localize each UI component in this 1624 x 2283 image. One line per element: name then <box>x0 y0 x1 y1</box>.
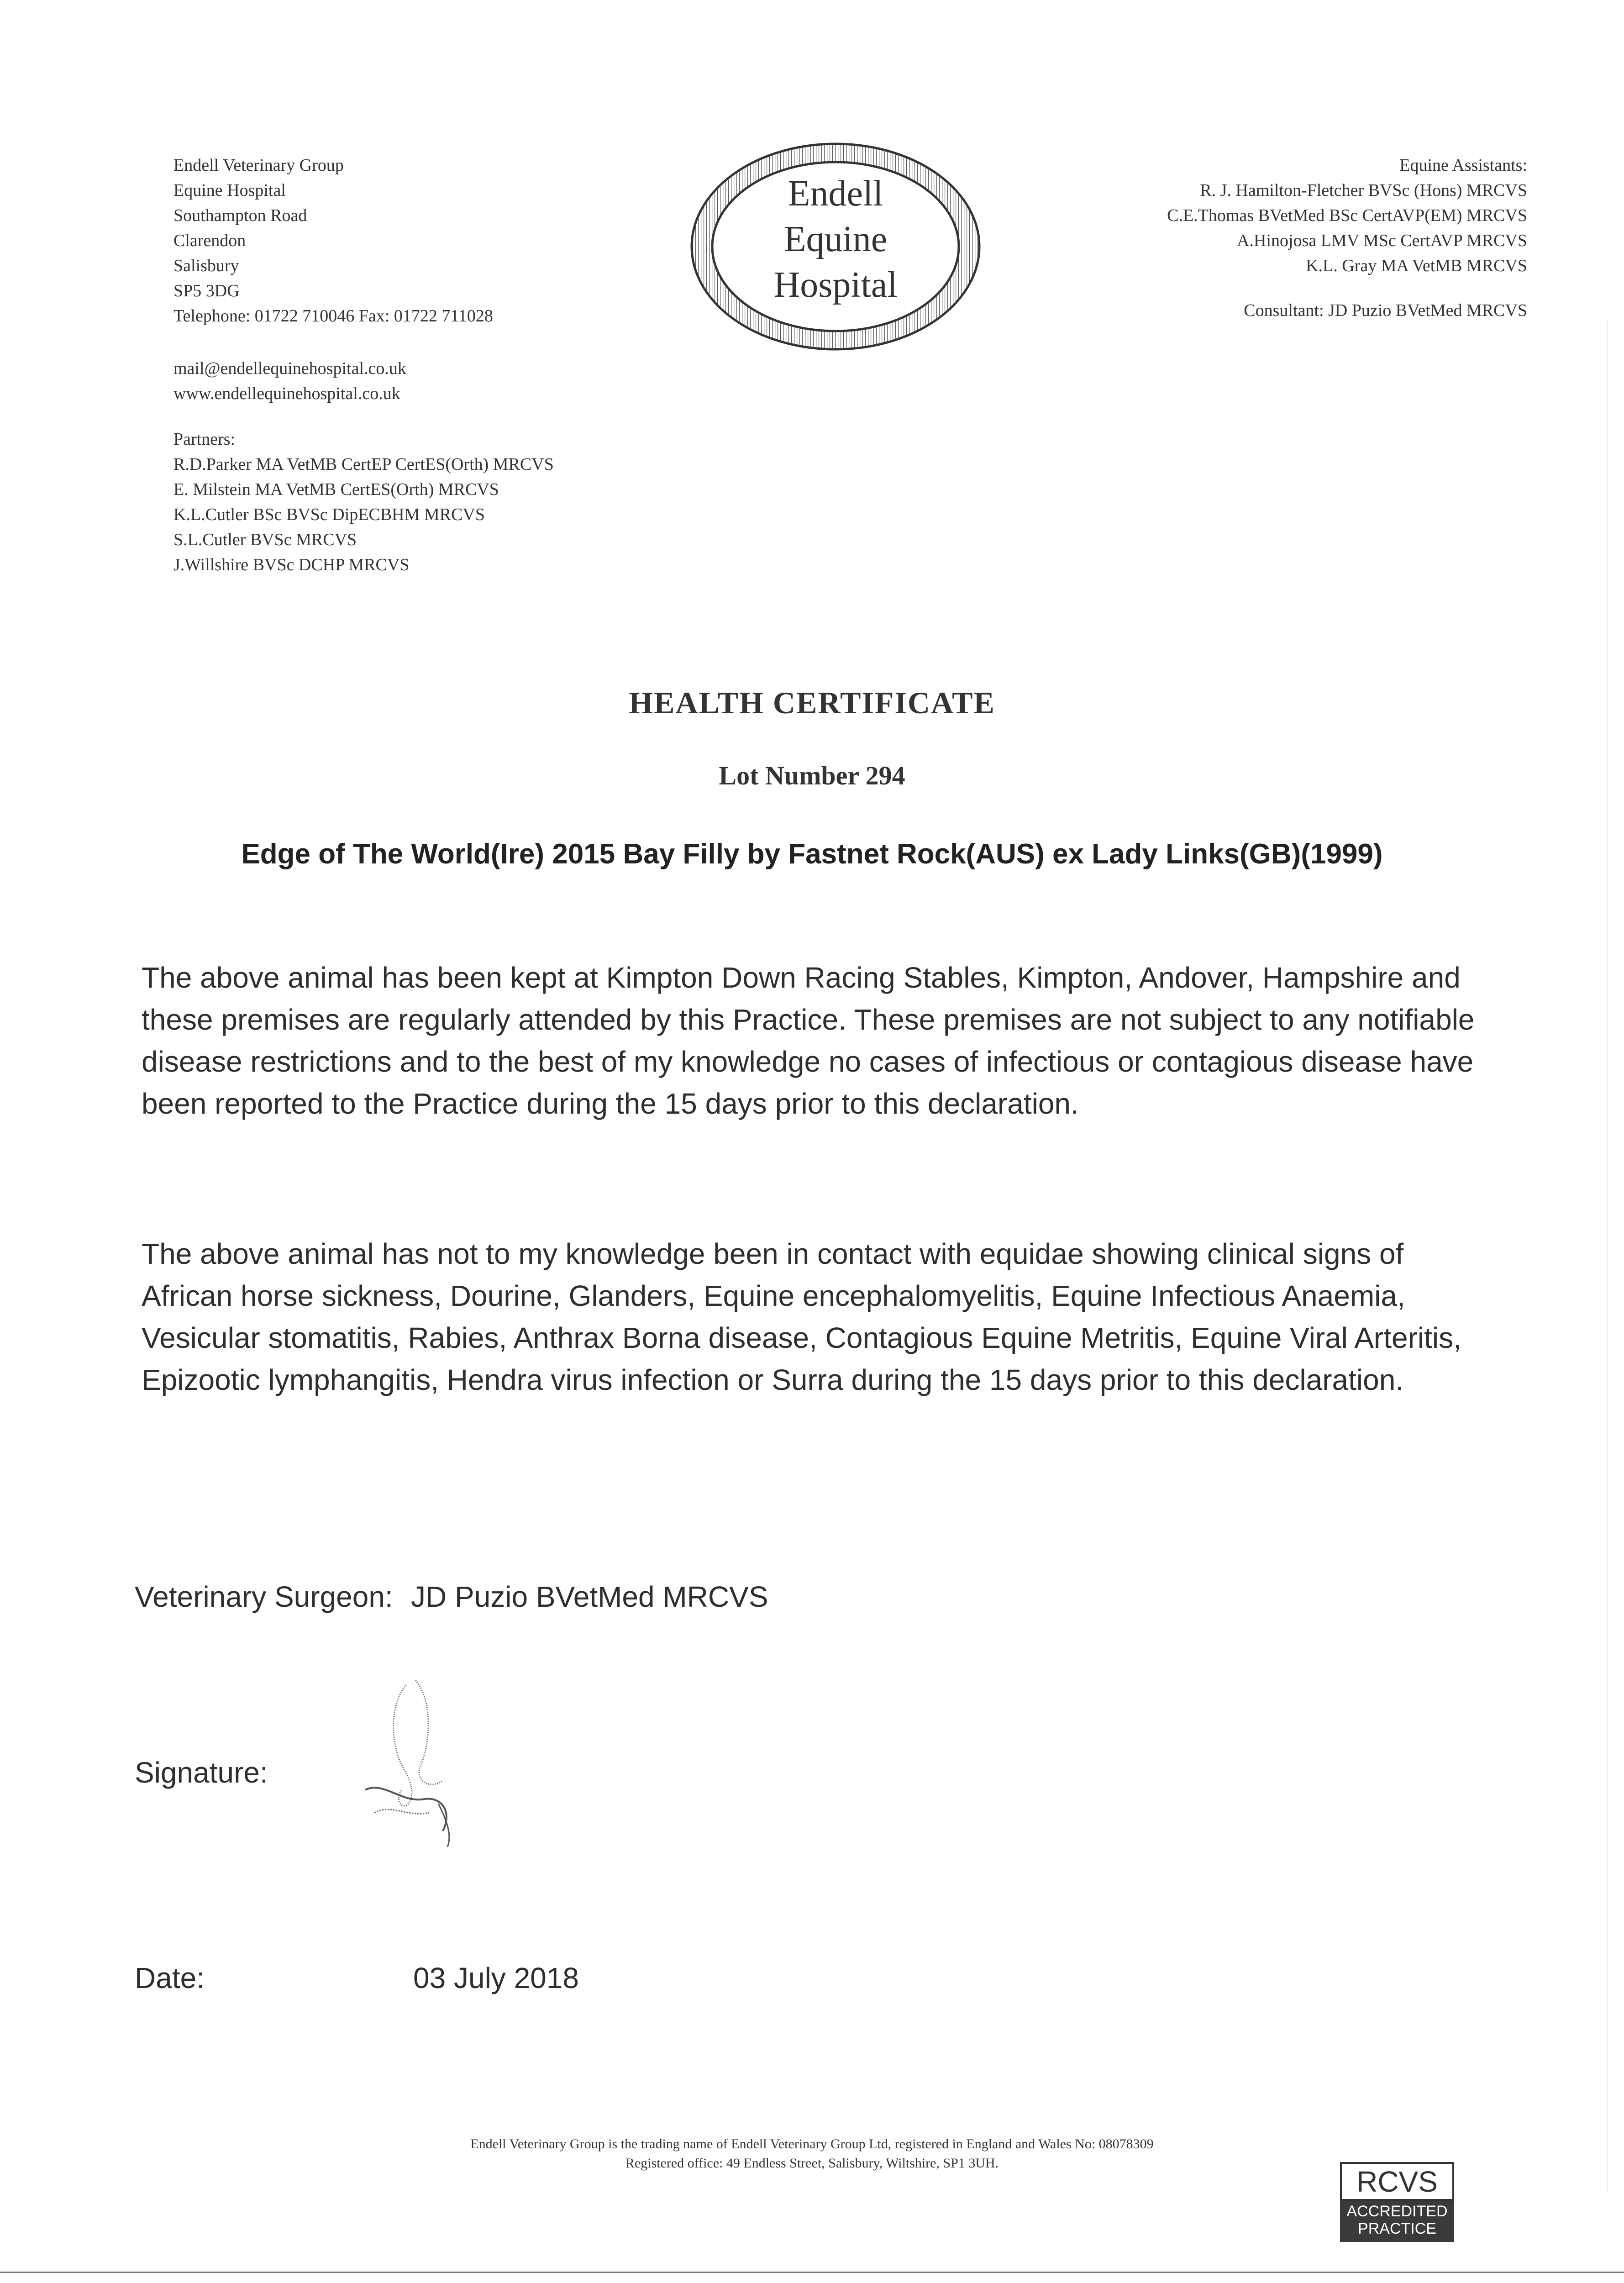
practice-contact <box>173 356 406 406</box>
partner-item: J.Willshire BVSc DCHP MRCVS <box>173 555 410 574</box>
vet-surgeon-label: Veterinary Surgeon: <box>135 1580 393 1613</box>
signature-label: Signature: <box>135 1756 268 1789</box>
signature-mark <box>338 1667 493 1849</box>
date-value: 03 July 2018 <box>413 1962 579 1994</box>
partner-item: S.L.Cutler BVSc MRCVS <box>173 530 357 549</box>
assistant-item: R. J. Hamilton-Fletcher BVSc (Hons) MRCVS <box>1200 181 1527 200</box>
rcvs-badge-title: RCVS <box>1340 2162 1454 2201</box>
assistant-item: A.Hinojosa LMV MSc CertAVP MRCVS <box>1237 231 1527 250</box>
address-line: Equine Hospital <box>173 181 286 200</box>
assistants-label: Equine Assistants: <box>1399 156 1527 175</box>
website-link[interactable]: www.endellequinehospital.co.uk <box>173 384 400 403</box>
partners-label: Partners: <box>173 430 236 449</box>
address-line: Clarendon <box>173 231 246 250</box>
rcvs-accredited-badge <box>1340 2162 1454 2242</box>
paragraph-line: Epizootic lymphangitis, Hendra virus infection or Surra during the 15 days prior to this declaration. <box>142 1363 1404 1396</box>
certificate-title: HEALTH CERTIFICATE <box>629 685 995 720</box>
address-line: Salisbury <box>173 256 239 275</box>
practice-address <box>173 153 493 329</box>
assistant-item: C.E.Thomas BVetMed BSc CertAVP(EM) MRCVS <box>1167 206 1527 225</box>
premises-declaration <box>142 957 1507 1125</box>
address-line: Endell Veterinary Group <box>173 156 344 175</box>
partner-item: K.L.Cutler BSc BVSc DipECBHM MRCVS <box>173 505 485 524</box>
rcvs-badge-subtitle <box>1340 2201 1454 2242</box>
vet-surgeon-value: JD Puzio BVetMed MRCVS <box>411 1580 768 1613</box>
footer-line: Endell Veterinary Group is the trading name of Endell Veterinary Group Ltd, registered in England and Wales No: 08078309 <box>470 2136 1154 2151</box>
logo-line: Equine <box>783 219 888 259</box>
footer-line: Registered office: 49 Endless Street, Salisbury, Wiltshire, SP1 3UH. <box>625 2156 999 2171</box>
page-bottom-rule <box>0 2272 1624 2273</box>
contact-declaration <box>142 1233 1507 1401</box>
telephone-fax: Telephone: 01722 710046 Fax: 01722 711028 <box>173 306 493 326</box>
email-link[interactable]: mail@endellequinehospital.co.uk <box>173 359 406 378</box>
partners-list <box>173 427 554 578</box>
assistant-item: K.L. Gray MA VetMB MRCVS <box>1306 256 1527 275</box>
paragraph-line: Vesicular stomatitis, Rabies, Anthrax Borna disease, Contagious Equine Metritis, Equine Viral Arteritis, <box>142 1321 1461 1354</box>
paragraph-line: The above animal has been kept at Kimpton Down Racing Stables, Kimpton, Andover, Hampshire and <box>142 961 1461 994</box>
consultant: Consultant: JD Puzio BVetMed MRCVS <box>1244 301 1527 320</box>
paragraph-line: African horse sickness, Dourine, Glanders, Equine encephalomyelitis, Equine Infectious Anaemia, <box>142 1279 1405 1312</box>
badge-line: PRACTICE <box>1358 2220 1436 2237</box>
paragraph-line: The above animal has not to my knowledge been in contact with equidae showing clinical signs of <box>142 1237 1404 1270</box>
signature-scribble-icon <box>338 1667 493 1849</box>
logo-line: Endell <box>788 174 883 214</box>
address-line: SP5 3DG <box>173 281 240 300</box>
paragraph-line: these premises are regularly attended by this Practice. These premises are not subject to any notifiable <box>142 1003 1475 1036</box>
scan-edge-dots <box>1607 320 1609 2192</box>
lot-number: Lot Number 294 <box>719 761 905 790</box>
paragraph-line: been reported to the Practice during the 15 days prior to this declaration. <box>142 1087 1079 1120</box>
badge-line: ACCREDITED <box>1346 2203 1448 2220</box>
partner-item: E. Milstein MA VetMB CertES(Orth) MRCVS <box>173 480 499 499</box>
logo-line: Hospital <box>773 265 898 305</box>
endell-equine-hospital-logo <box>687 137 984 356</box>
paragraph-line: disease restrictions and to the best of my knowledge no cases of infectious or contagious disease have <box>142 1045 1474 1078</box>
horse-description: Edge of The World(Ire) 2015 Bay Filly by Fastnet Rock(AUS) ex Lady Links(GB)(1999) <box>241 838 1383 870</box>
address-line: Southampton Road <box>173 206 307 225</box>
date-label: Date: <box>135 1962 205 1994</box>
logo-oval-icon <box>687 137 984 356</box>
partner-item: R.D.Parker MA VetMB CertEP CertES(Orth) MRCVS <box>173 455 554 474</box>
equine-assistants <box>979 153 1527 279</box>
